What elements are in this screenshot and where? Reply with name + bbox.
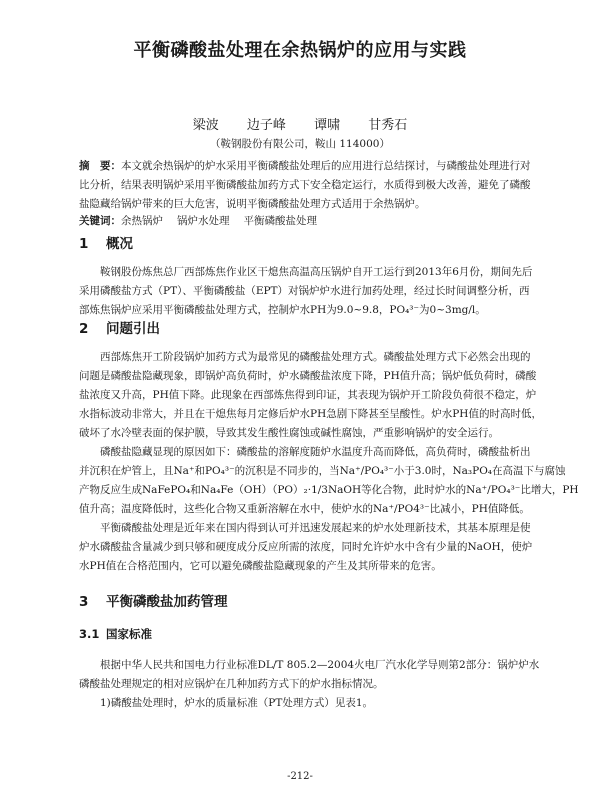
paragraph-line: 问题是磷酸盐隐藏现象，即锅炉高负荷时，炉水磷酸盐浓度下降，PH值升高；锅炉低负荷时，磷酸 [79,370,537,382]
paragraph-line: 磷酸盐处理规定的相对应锅炉在几种加药方式下的炉水指标情况。 [79,678,384,690]
abstract-text: 本文就余热锅炉的炉水采用平衡磷酸盐处理后的应用进行总结探讨，与磷酸盐处理进行对 [121,160,531,172]
paragraph-line: 西部炼焦开工阶段锅炉加药方式为最常见的磷酸盐处理方式。磷酸盐处理方式下必然会出现的 [100,351,531,363]
author: 边子峰 [246,118,286,133]
paragraph-line: 部炼焦锅炉应采用平衡磷酸盐处理方式，控制炉水PH为9.0~9.8，PO₄³⁻为0~3mg/l。 [79,304,486,316]
paragraph-line: 磷酸盐隐藏显现的原因如下：磷酸盐的溶解度随炉水温度升高而降低，高负荷时，磷酸盐析出 [100,446,531,458]
paragraph-line: 值升高；温度降低时，这些化合物又重新溶解在水中，使炉水的Na⁺/PO4³⁻比减小，PH值降低。 [79,503,530,515]
abstract-line: 盐隐藏给锅炉带来的巨大危害，说明平衡磷酸盐处理方式适用于余热锅炉。 [79,198,426,210]
paragraph-line: 水PH值在合格范围内，它可以避免磷酸盐隐藏现象的产生及其所带来的危害。 [79,560,442,572]
keyword: 锅炉水处理 [177,215,230,227]
author-list [0,114,600,133]
abstract-line [79,157,531,176]
page-number: -212- [287,771,313,782]
section-2-body [79,348,579,576]
section-number: 1 [79,236,89,252]
paragraph-line: 并沉积在炉管上，且Na⁺和PO₄³⁻的沉积是不同步的，当Na⁺/PO₄³⁻小于3.0时，Na₃PO₄在高温下与腐蚀 [79,465,566,477]
keywords [79,212,523,231]
section-title: 问题引出 [106,321,160,337]
author: 梁波 [192,118,219,133]
section-title: 概况 [106,236,133,252]
subsection-number: 3.1 [79,627,100,641]
paragraph-line: 产物反应生成NaFePO₄和Na₄Fe（OH）（PO）₂·1/3NaOH等化合物，此时炉水的Na⁺/PO₄³⁻比增大，PH [79,484,579,496]
section-heading-2 [79,317,160,337]
subsection-title: 国家标准 [106,627,152,641]
paper-title: 平衡磷酸盐处理在余热锅炉的应用与实践 [133,40,467,61]
author: 甘秀石 [368,118,408,133]
section-heading-1 [79,232,133,252]
paragraph-line: 盐浓度又升高，PH值下降。此现象在西部炼焦得到印证，其表现为锅炉开工阶段负荷很不稳定，炉 [79,389,537,401]
paragraph-line: 根据中华人民共和国电力行业标准DL/T 805.2—2004火电厂汽水化学导则第2部分：锅炉炉水 [100,659,540,671]
affiliation: （鞍钢股份有限公司，鞍山 114000） [210,138,390,150]
section-1-body [79,263,533,320]
abstract [79,157,531,231]
section-heading-3 [79,590,228,610]
paragraph-line: 炉水磷酸盐含量减少到只够和硬度成分反应所需的浓度，同时允许炉水中含有少量的NaOH，使炉 [79,541,533,553]
author: 谭啸 [314,118,341,133]
paragraph-line: 采用磷酸盐方式（PT）、平衡磷酸盐（EPT）对锅炉炉水进行加药处理，经过长时间调整分析，西 [79,285,530,297]
paragraph-line: 1)磷酸盐处理时，炉水的质量标准（PT处理方式）见表1。 [100,697,374,709]
paragraph-line: 平衡磷酸盐处理是近年来在国内得到认可并迅速发展起来的炉水处理新技术，其基本原理是使 [100,522,531,534]
section-title: 平衡磷酸盐加药管理 [106,594,228,610]
keyword: 平衡磷酸盐处理 [243,215,317,227]
keywords-label: 关键词： [79,215,121,227]
abstract-line: 比分析，结果表明锅炉采用平衡磷酸盐加药方式下安全稳定运行，水质得到极大改善，避免了磷酸 [79,179,531,191]
section-number: 2 [79,321,89,337]
subsection-heading-3-1 [79,626,152,642]
paragraph-line: 破坏了水冷壁表面的保护膜，导致其发生酸性腐蚀或碱性腐蚀，严重影响锅炉的安全运行。 [79,427,499,439]
keyword: 余热锅炉 [121,215,163,227]
abstract-label: 摘 要： [79,160,121,172]
section-number: 3 [79,594,89,610]
subsection-3-1-body [79,656,540,713]
paragraph-line: 鞍钢股份炼焦总厂西部炼焦作业区干熄焦高温高压锅炉自开工运行到2013年6月份，期间先后 [100,266,533,278]
paragraph-line: 水指标波动非常大，并且在干熄焦每月定修后炉水PH急剧下降甚至呈酸性。炉水PH值的时高时低， [79,408,542,420]
